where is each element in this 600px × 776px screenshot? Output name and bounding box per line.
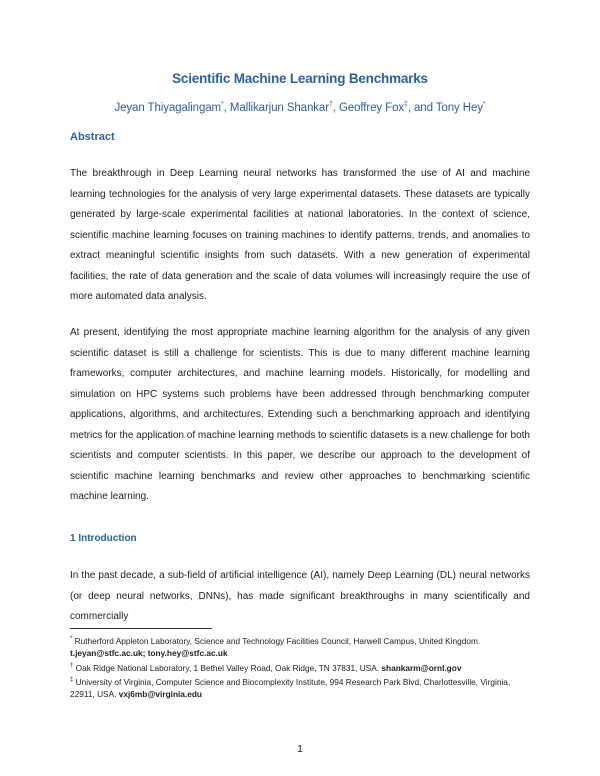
author-separator: ,: [223, 101, 230, 114]
page-number: 1: [297, 743, 303, 755]
author-affiliation-mark: *: [482, 101, 486, 108]
footnote-text: Rutherford Appleton Laboratory, Science and Technology Facilities Council, Harwell Campus, United Kingdom.: [72, 635, 481, 646]
author-line: [0, 101, 600, 114]
author-separator: ,: [332, 101, 339, 114]
footnote-mark: *: [70, 636, 73, 642]
footnote-email: vxj6mb@virginia.edu: [118, 688, 202, 699]
footnote: [70, 633, 530, 660]
author-affiliation-mark: ‡: [404, 101, 408, 108]
footnote-email: shankarm@ornl.gov: [381, 662, 462, 673]
author-name: Mallikarjun Shankar: [229, 101, 329, 114]
introduction-heading: 1 Introduction: [70, 533, 137, 544]
footnote-divider: [70, 628, 212, 629]
author-name: Geoffrey Fox: [338, 101, 405, 114]
author-affiliation-mark: *: [221, 101, 224, 108]
footnote: [70, 674, 530, 701]
abstract-heading: Abstract: [70, 131, 115, 143]
introduction-paragraph-1: In the past decade, a sub-field of artificial intelligence (AI), namely Deep Learning (DL) neural networks (or deep neural networks, DNNs), has made significant breakthroughs in many scientifically and commercially: [70, 570, 530, 622]
footnote-email: t.jeyan@stfc.ac.uk; tony.hey@stfc.ac.uk: [70, 648, 228, 659]
author-affiliation-mark: †: [328, 101, 333, 108]
footnote: [70, 660, 530, 674]
abstract-paragraph-2: At present, identifying the most appropriate machine learning algorithm for the analysis of any given scientific dataset is still a challenge for scientists. This is due to many different machine learning frameworks, computer architectures, and machine learning models. Historically, for modelling and simulation on HPC systems such problems have been addressed through benchmarking computer applications, algorithms, and architectures. Extending such a benchmarking approach and identifying metrics for the application of machine learning methods to scientific datasets is a new challenge for both scientists and computer scientists. In this paper, we describe our approach to the development of scientific machine learning benchmarks and review other approaches to benchmarking scientific machine learning.: [70, 327, 530, 502]
footnote-text: Oak Ridge National Laboratory, 1 Bethel Valley Road, Oak Ridge, TN 37831, USA.: [73, 662, 382, 673]
author-separator: , and: [407, 101, 436, 114]
author-name: Jeyan Thiyagalingam: [114, 101, 222, 114]
author-name: Tony Hey: [435, 101, 483, 114]
abstract-paragraph-1: The breakthrough in Deep Learning neural networks has transformed the use of AI and machine learning technologies for the analysis of very large experimental datasets. These datasets are typically generated by large-scale experimental facilities at national laboratories. In the context of science, scientific machine learning focuses on training machines to identify patterns, trends, and anomalies to extract meaningful scientific insights from such datasets. With a new generation of experimental facilities, the rate of data generation and the scale of data volumes will increasingly require the use of more automated data analysis.: [70, 168, 530, 302]
paper-title: Scientific Machine Learning Benchmarks: [172, 71, 428, 86]
footnote-mark: ‡: [70, 676, 74, 683]
footnote-mark: †: [70, 662, 74, 669]
footnote-text: University of Virginia, Computer Science and Biocomplexity Institute, 994 Research Park Blvd, Charlottesville, Virginia, 22911, USA.: [70, 676, 511, 699]
footnotes: [70, 633, 530, 700]
